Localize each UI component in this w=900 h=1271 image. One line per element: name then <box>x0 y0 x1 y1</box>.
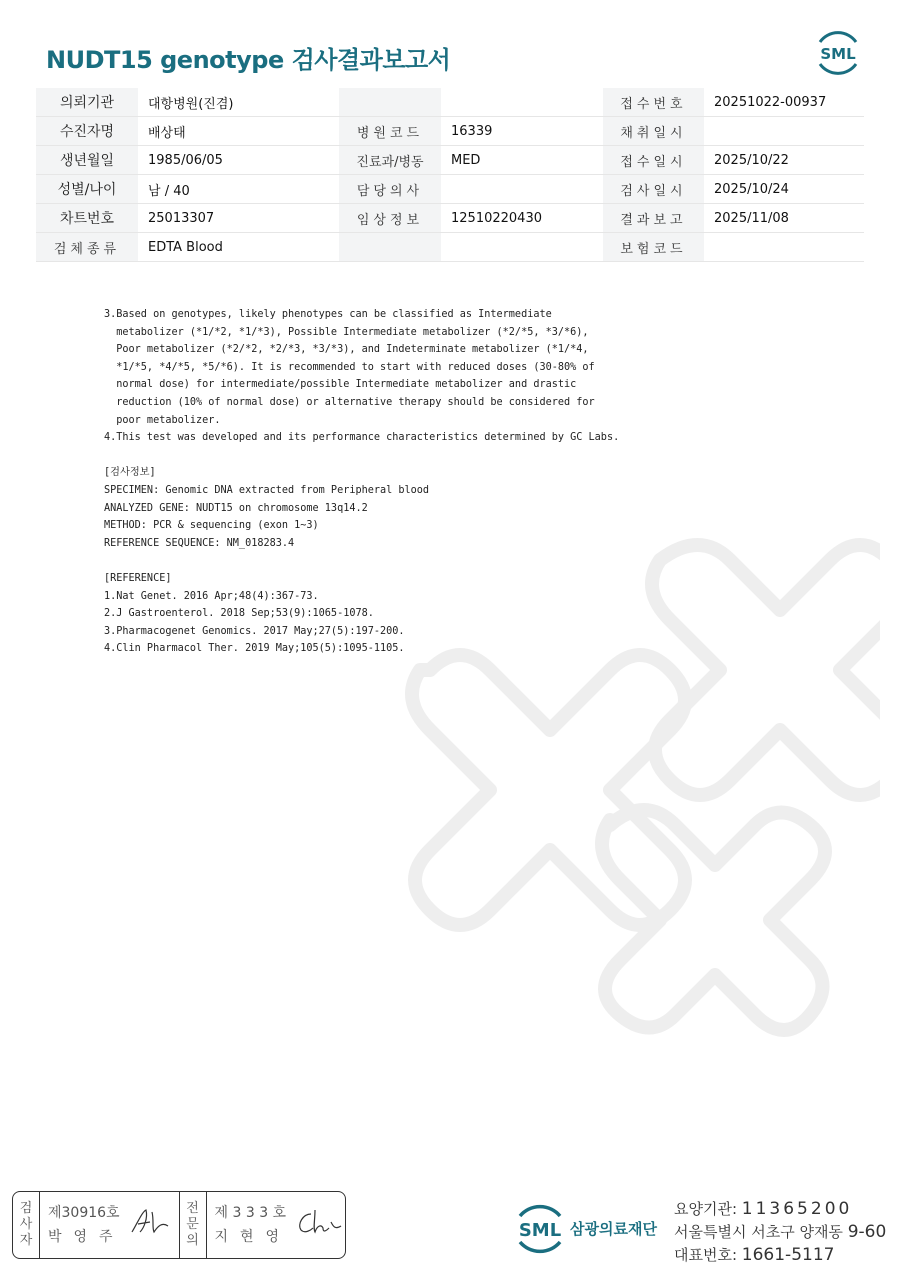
specialist-license-no: 제 3 3 3 호 <box>214 1205 287 1221</box>
patient-info-table <box>36 88 864 262</box>
signature-box <box>12 1191 346 1259</box>
label-char: 사 <box>19 1217 33 1232</box>
examiner-name: 박영주 <box>48 1229 125 1245</box>
org-name: 삼광의료재단 <box>570 1220 657 1238</box>
phone-label: 대표번호 <box>674 1246 732 1264</box>
body-line: 3.Pharmacogenet Genomics. 2017 May;27(5):197-200. <box>104 625 405 637</box>
body-line: 2.J Gastroenterol. 2018 Sep;53(9):1065-1078. <box>104 608 374 620</box>
examiner-label <box>13 1192 40 1258</box>
info-row <box>36 233 864 262</box>
phone: 1661-5117 <box>741 1245 835 1265</box>
address: 서울특별시 서초구 양재동 <box>674 1223 843 1241</box>
body-line: Poor metabolizer (*2/*2, *2/*3, *3/*3), and Indeterminate metabolizer (*1/*4, <box>104 344 589 356</box>
info-value: 20251022-00937 <box>704 88 864 117</box>
info-label: 진료과/병동 <box>339 146 441 175</box>
body-line: 3.Based on genotypes, likely phenotypes can be classified as Intermediate <box>104 309 552 320</box>
info-value <box>441 175 603 204</box>
info-label: 수진자명 <box>36 117 138 146</box>
info-value: 남 / 40 <box>138 175 339 204</box>
info-label: 생년월일 <box>36 146 138 175</box>
phone-line: 대표번호: 1661-5117 <box>674 1245 835 1265</box>
info-label: 의뢰기관 <box>36 88 138 117</box>
info-value: 12510220430 <box>441 204 603 233</box>
info-value: 대항병원(진겸) <box>138 88 339 117</box>
body-line: REFERENCE SEQUENCE: NM_018283.4 <box>104 537 295 549</box>
body-line: SPECIMEN: Genomic DNA extracted from Peripheral blood <box>104 484 430 496</box>
info-value: EDTA Blood <box>138 233 339 262</box>
info-label: 검체종류 <box>36 233 138 262</box>
body-line: 4.This test was developed and its performance characteristics determined by GC Labs. <box>104 432 620 444</box>
body-line: [검사정보] <box>104 467 156 479</box>
info-label: 담당의사 <box>339 175 441 204</box>
info-label: 검사일시 <box>603 175 704 204</box>
body-line: *1/*5, *4/*5, *5/*6). It is recommended to start with reduced doses (30-80% of <box>104 361 595 373</box>
facility-code: 11365200 <box>741 1199 853 1219</box>
info-value: 2025/10/22 <box>704 146 864 175</box>
info-label <box>339 233 441 262</box>
info-row <box>36 204 864 233</box>
info-value: 25013307 <box>138 204 339 233</box>
body-line: ANALYZED GENE: NUDT15 on chromosome 13q14.2 <box>104 502 368 514</box>
info-row <box>36 88 864 117</box>
label-char: 검 <box>19 1201 33 1216</box>
footer-logo-text: SML <box>518 1220 562 1241</box>
address-no: 9-60 <box>847 1222 887 1242</box>
info-value: 1985/06/05 <box>138 146 339 175</box>
label-char: 문 <box>186 1217 199 1232</box>
info-value: 배상태 <box>138 117 339 146</box>
info-label: 채취일시 <box>603 117 704 146</box>
examiner-signature-icon <box>128 1204 172 1238</box>
info-label: 병원코드 <box>339 117 441 146</box>
info-value: 2025/10/24 <box>704 175 864 204</box>
sml-logo-icon <box>812 28 864 76</box>
body-line: 4.Clin Pharmacol Ther. 2019 May;105(5):1095-1105. <box>104 643 405 655</box>
footer-info <box>674 1198 886 1267</box>
body-line: reduction (10% of normal dose) or alternative therapy should be considered for <box>104 396 595 408</box>
body-line: normal dose) for intermediate/possible Intermediate metabolizer and drastic <box>104 379 577 391</box>
label-char: 의 <box>186 1233 199 1248</box>
info-label: 임상정보 <box>339 204 441 233</box>
sml-footer-logo-icon <box>510 1200 570 1256</box>
specialist-cell <box>207 1192 346 1258</box>
info-label: 접수일시 <box>603 146 704 175</box>
info-value <box>441 233 603 262</box>
report-title: NUDT15 genotype 검사결과보고서 <box>46 46 451 74</box>
body-line: METHOD: PCR & sequencing (exon 1~3) <box>104 520 319 532</box>
examiner-cell <box>40 1192 180 1258</box>
info-value <box>704 233 864 262</box>
info-label: 보험코드 <box>603 233 704 262</box>
body-line: poor metabolizer. <box>104 414 221 426</box>
info-value <box>441 88 603 117</box>
label-char: 자 <box>19 1233 33 1248</box>
info-row <box>36 146 864 175</box>
info-label: 접수번호 <box>603 88 704 117</box>
info-label <box>339 88 441 117</box>
address-line <box>674 1221 886 1244</box>
body-line: [REFERENCE] <box>104 572 172 584</box>
info-label: 결과보고 <box>603 204 704 233</box>
body-line: 1.Nat Genet. 2016 Apr;48(4):367-73. <box>104 590 319 602</box>
info-value: MED <box>441 146 603 175</box>
report-body <box>104 306 619 658</box>
facility-code-line: 요양기관: 11365200 <box>674 1199 853 1219</box>
info-value: 16339 <box>441 117 603 146</box>
info-label: 성별/나이 <box>36 175 138 204</box>
specialist-label <box>180 1192 207 1258</box>
label-char: 전 <box>186 1201 199 1216</box>
info-label: 차트번호 <box>36 204 138 233</box>
specialist-signature-icon <box>293 1206 343 1238</box>
specialist-name: 지현영 <box>214 1229 292 1245</box>
body-line: metabolizer (*1/*2, *1/*3), Possible Intermediate metabolizer (*2/*5, *3/*6), <box>104 326 589 338</box>
facility-code-label: 요양기관 <box>674 1200 732 1218</box>
info-value <box>704 117 864 146</box>
info-row <box>36 175 864 204</box>
examiner-license-no: 제30916호 <box>48 1205 120 1221</box>
info-row <box>36 117 864 146</box>
info-value: 2025/11/08 <box>704 204 864 233</box>
logo-text: SML <box>820 45 856 63</box>
